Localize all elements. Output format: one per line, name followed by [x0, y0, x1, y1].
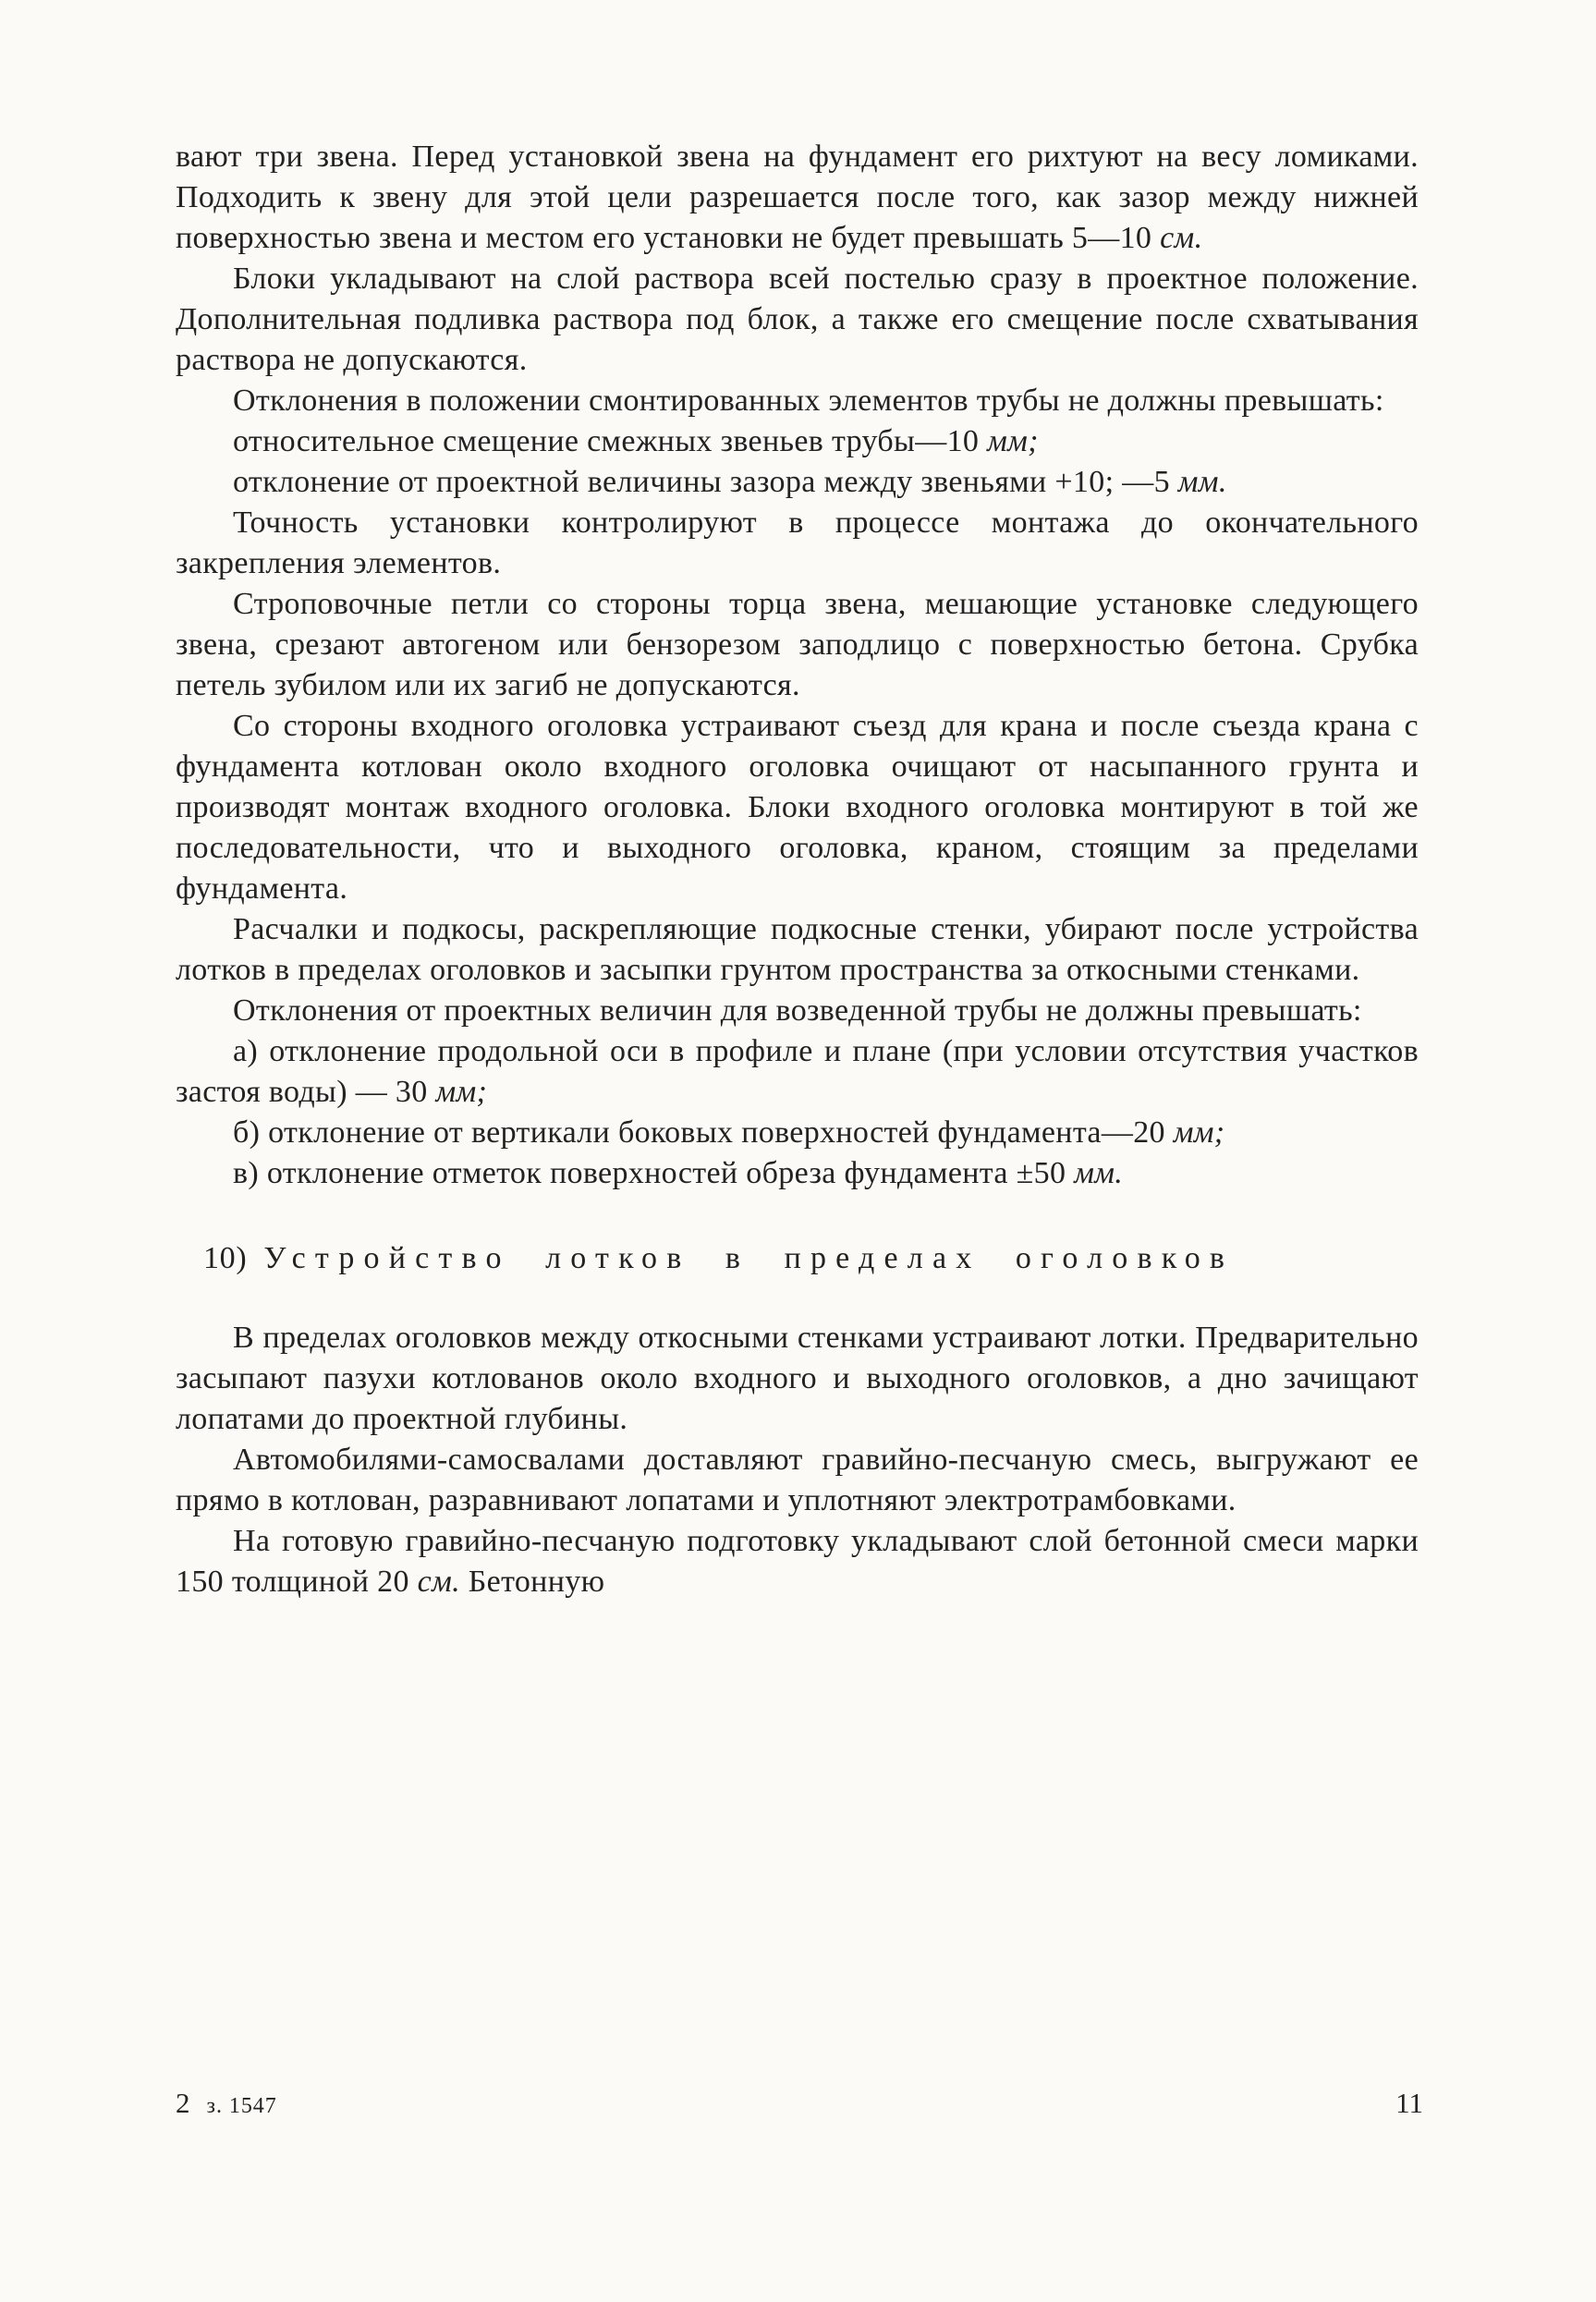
paragraph: Расчалки и подкосы, раскрепляющие подкосные стенки, убирают после устройства лотков в пределах оголовков и засыпки грунтом пространства за откосными стенками. — [176, 912, 1419, 987]
text-column — [176, 137, 1419, 1602]
paragraph: Отклонения в положении смонтированных элементов трубы не должны превышать: — [233, 384, 1384, 418]
paragraph: В пределах оголовков между откосными стенками устраивают лотки. Предварительно засыпают пазухи котлованов около входного и выходного оголовков, а дно зачищают лопатами до проектной глубины. — [176, 1321, 1419, 1436]
paragraph: Отклонения от проектных величин для возведенной трубы не должны превышать: — [233, 993, 1362, 1028]
list-item-tolerance: относительное смещение смежных звеньев трубы—10 мм; — [233, 424, 1039, 458]
paragraph: На готовую гравийно-песчаную подготовку укладывают слой бетонной смеси марки 150 толщиной 20 см. Бетонную — [176, 1524, 1419, 1599]
footer-left-block — [176, 2087, 277, 2120]
page-footer — [176, 2087, 1423, 2120]
sheet-signature-number: 2 — [176, 2087, 190, 2119]
paragraph: Точность установки контролируют в процессе монтажа до окончательного закрепления элементов. — [176, 505, 1419, 580]
section-heading — [176, 1238, 1419, 1279]
section-number: 10) — [203, 1241, 248, 1275]
section-title: Устройство лотков в пределах оголовков — [263, 1241, 1235, 1275]
list-item-b: б) отклонение от вертикали боковых поверхностей фундамента—20 мм; — [233, 1115, 1225, 1150]
paragraph: Блоки укладывают на слой раствора всей постелью сразу в проектное положение. Дополнительная подливка раствора под блок, а также его смещение после схватывания раствора не допускаются. — [176, 262, 1419, 377]
paragraph: Автомобилями-самосвалами доставляют гравийно-песчаную смесь, выгружают ее прямо в котлован, разравнивают лопатами и уплотняют электротрамбовками. — [176, 1443, 1419, 1517]
print-order-note: з. 1547 — [206, 2094, 277, 2118]
paragraph: Со стороны входного оголовка устраивают съезд для крана и после съезда крана с фундамента котлован около входного оголовка очищают от насыпанного грунта и производят монтаж входного оголовка. Блоки входного оголовка монтируют в той же последовательности, что и выходного оголовка, краном, стоящим за пределами фундамента. — [176, 709, 1419, 906]
list-item-a: а) отклонение продольной оси в профиле и плане (при условии отсутствия участков застоя воды) — 30 мм; — [176, 1034, 1419, 1109]
page-number: 11 — [1395, 2087, 1423, 2119]
paragraph: вают три звена. Перед установкой звена на фундамент его рихтуют на весу ломиками. Подходить к звену для этой цели разрешается после того, как зазор между нижней поверхностью звена и местом его установки не будет превышать 5—10 см. — [176, 140, 1419, 255]
paragraph: Строповочные петли со стороны торца звена, мешающие установке следующего звена, срезают автогеном или бензорезом заподлицо с поверхностью бетона. Срубка петель зубилом или их загиб не допускаются. — [176, 587, 1419, 702]
list-item-v: в) отклонение отметок поверхностей обреза фундамента ±50 мм. — [233, 1156, 1124, 1190]
list-item-tolerance: отклонение от проектной величины зазора между звеньями +10; —5 мм. — [233, 465, 1227, 499]
